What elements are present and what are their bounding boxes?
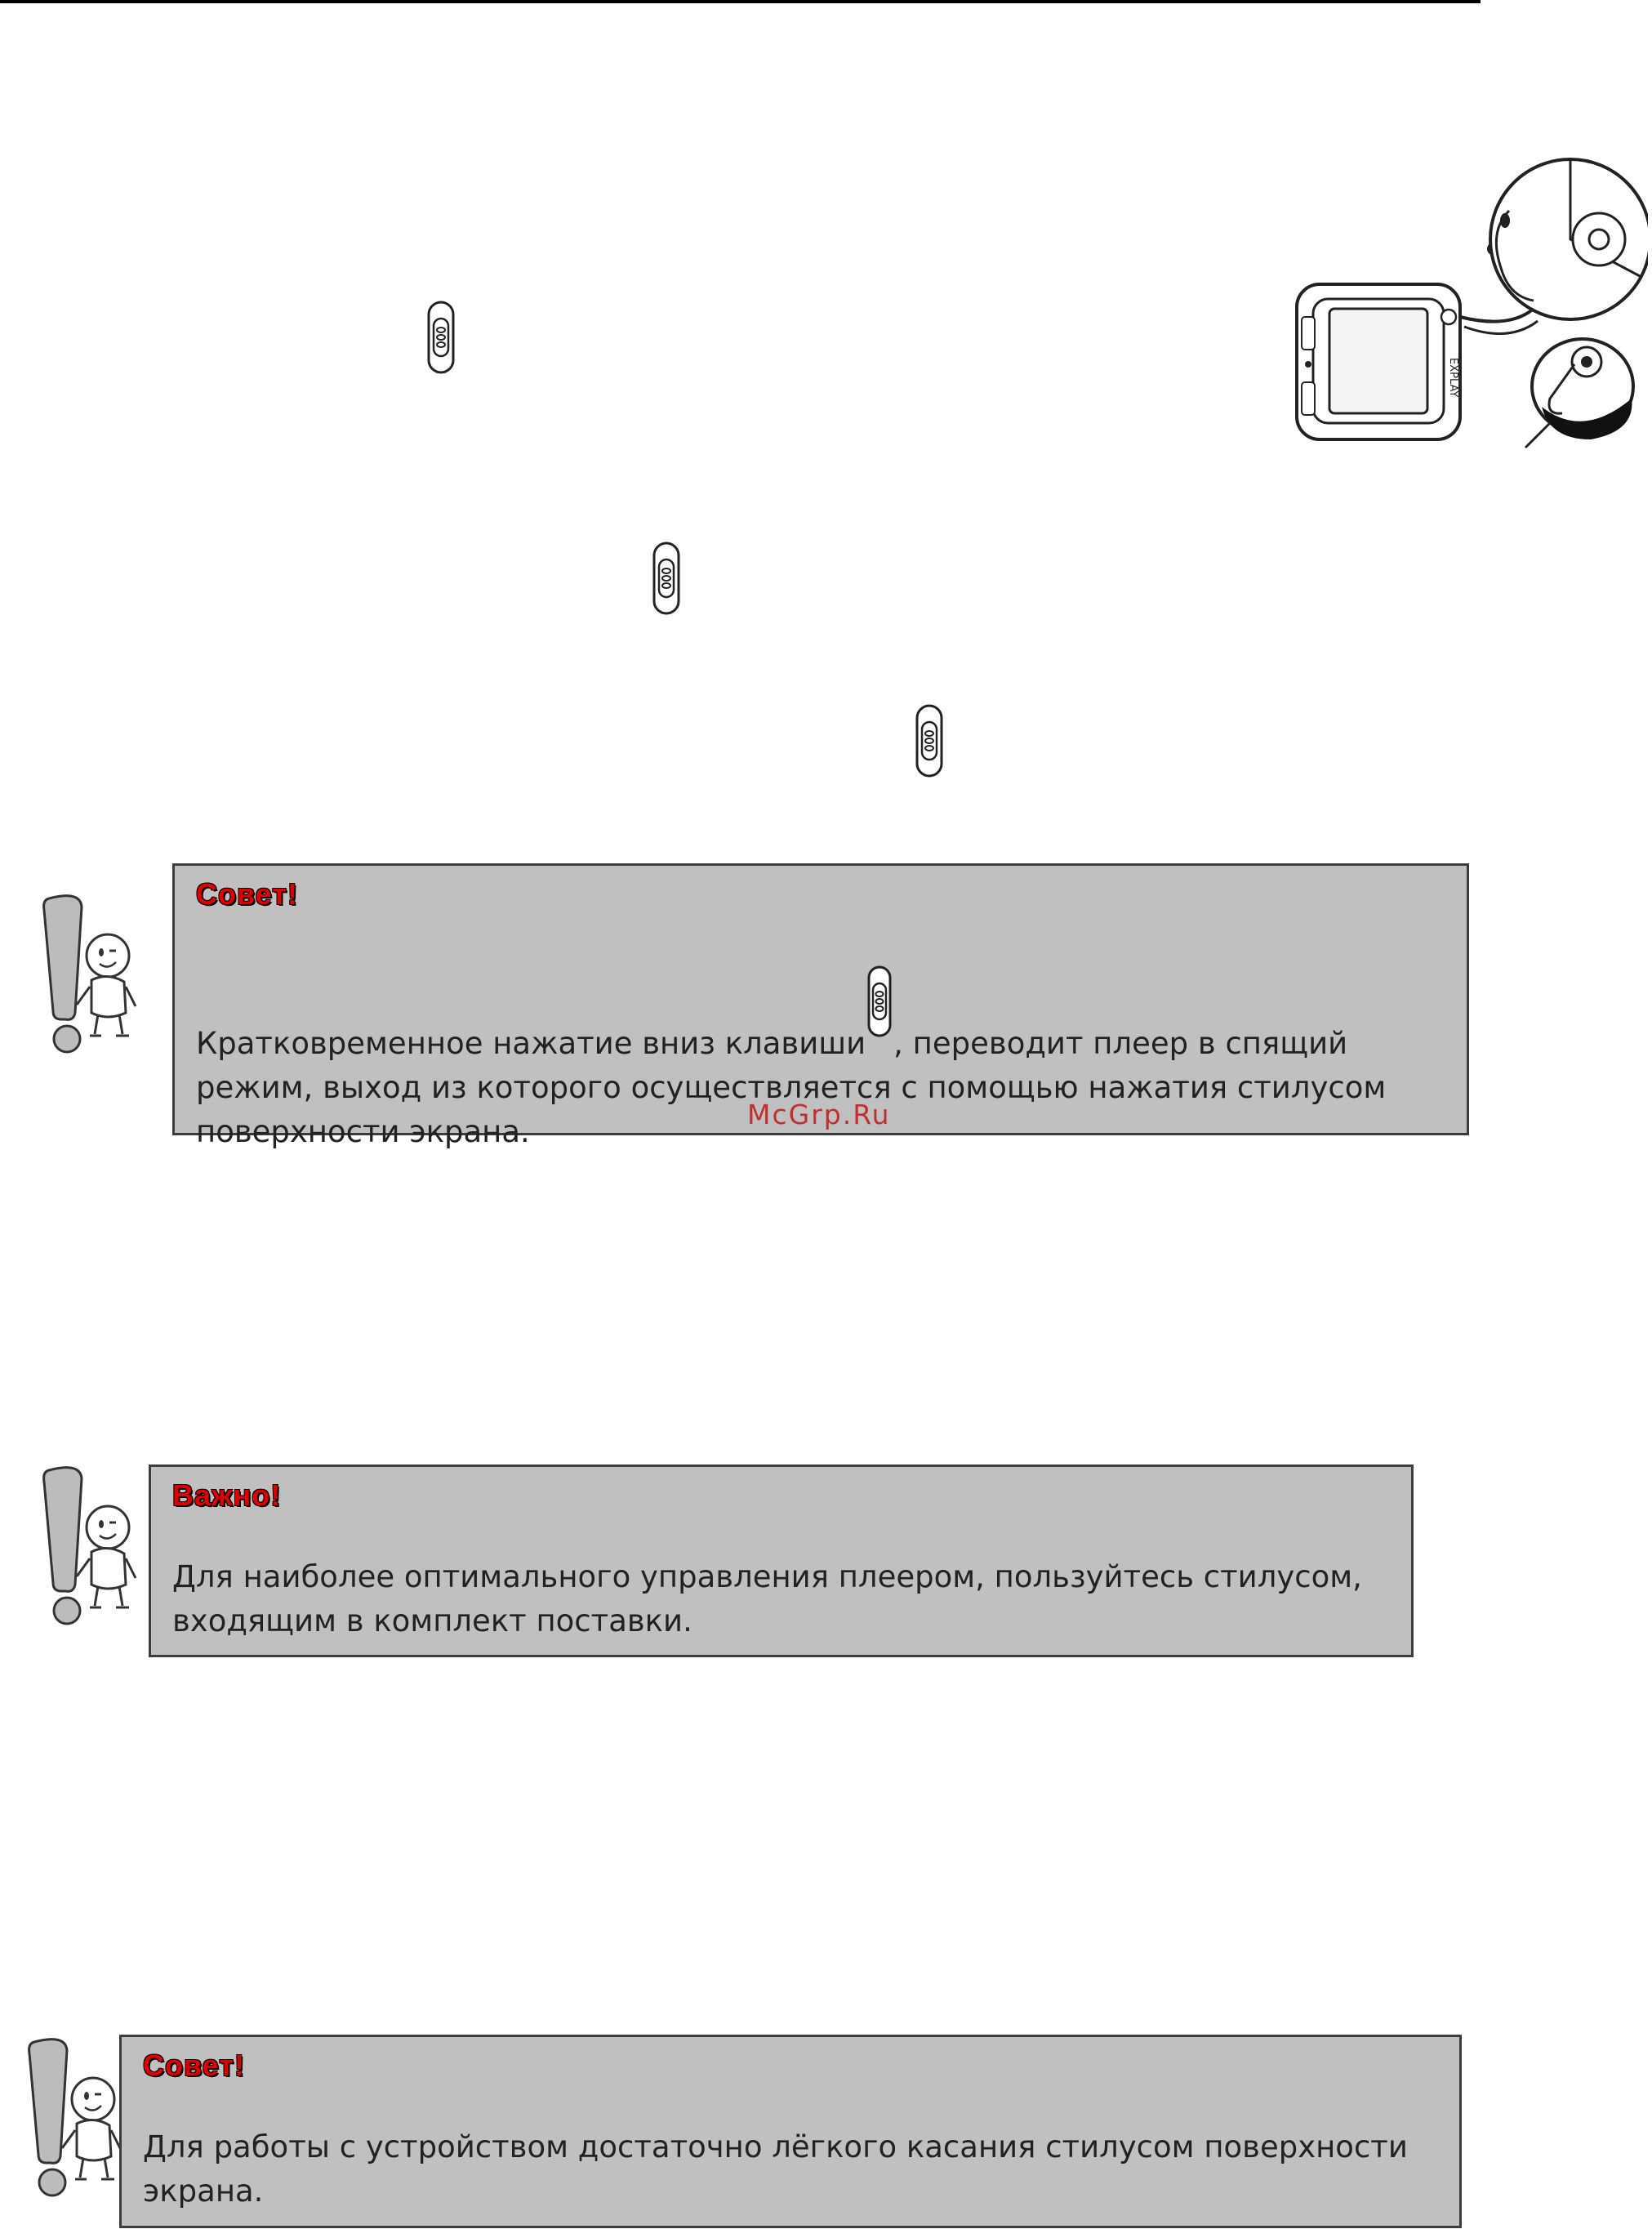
note-title: Совет!	[143, 2049, 245, 2082]
device-brand: EXPLAY	[1447, 358, 1459, 398]
slider-key-icon	[915, 704, 943, 778]
exclamation-mascot-icon	[16, 1462, 147, 1625]
slider-key-icon	[427, 301, 455, 374]
exclamation-mascot-icon	[16, 890, 147, 1054]
note-body: Для работы с устройством достаточно лёгкого касания стилусом поверхности экрана.	[143, 2129, 1408, 2209]
exclamation-mascot-icon	[2, 2034, 132, 2197]
mascot-with-player-illustration	[1264, 154, 1648, 456]
slider-key-icon	[652, 542, 680, 615]
watermark: McGrp.Ru	[747, 1099, 891, 1130]
note-body: Для наиболее оптимального управления плеером, пользуйтесь стилусом, входящим в комплект поставки.	[172, 1559, 1362, 1638]
slider-key-icon	[867, 993, 892, 1065]
important-box-stylus	[149, 1465, 1414, 1657]
note-title: Важно!	[172, 1478, 282, 1512]
top-rule	[0, 0, 1481, 3]
note-body-text: Кратковременное нажатие вниз клавиши	[196, 1026, 866, 1061]
note-title: Совет!	[196, 877, 298, 911]
tip-box-sleep-mode	[172, 863, 1469, 1149]
tip-box-light-touch	[119, 2035, 1462, 2228]
note-body-text: , переводит плеер в спящий режим, выход из которого осуществляется с помощью нажатия стилусом поверхности экрана.	[196, 1026, 1387, 1149]
